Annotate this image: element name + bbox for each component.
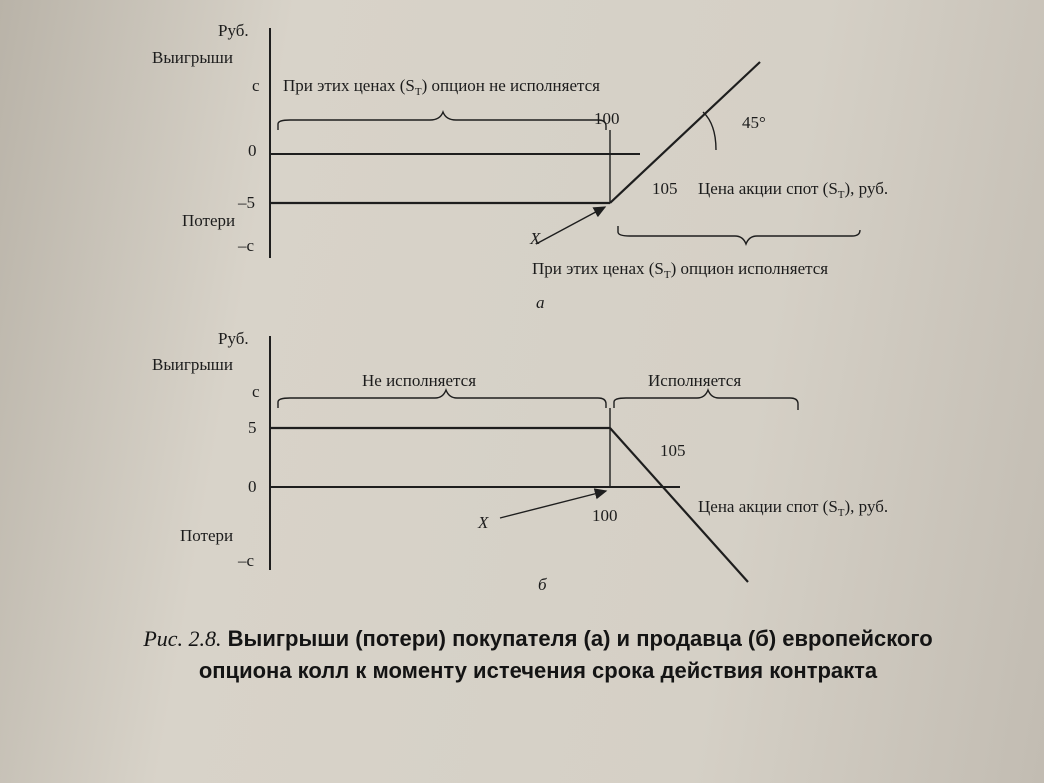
panel-b-exercised-label: Исполняется	[648, 371, 742, 390]
panel-a-brace-exercised	[618, 226, 860, 244]
caption-text: Выигрыши (потери) покупателя (а) и продавца (б) европейского опциона колл к моменту истечения срока действия контракта	[198, 626, 933, 683]
panel-a-breakeven-label: 105	[652, 179, 678, 198]
panel-a-letter: а	[536, 293, 545, 312]
panel-a-gains-label: Выигрыши	[152, 48, 233, 67]
panel-b-breakeven-label: 105	[660, 441, 686, 460]
panel-b-x-axis-label: Цена акции спот $(S_T)$, руб.	[698, 497, 889, 519]
panel-b-strike-label: 100	[592, 506, 618, 525]
panel-a-x-axis-label: Цена акции спот $(S_T)$, руб.	[698, 179, 889, 201]
panel-a-losses-label: Потери	[182, 211, 236, 230]
panel-a	[152, 21, 888, 312]
panel-a-c-label: с	[252, 76, 260, 95]
panel-b-y-unit: Руб.	[218, 329, 249, 348]
panel-a-angle-label: 45°	[742, 113, 766, 132]
panel-a-exercised-label: При этих ценах $(S_T)$ опцион исполняется	[532, 259, 829, 281]
panel-a-not-exercised-label: При этих ценах $(S_T)$ опцион не исполняется	[283, 76, 601, 98]
panel-b-brace-not-exercised	[278, 390, 606, 408]
panel-b-gains-label: Выигрыши	[152, 355, 233, 374]
panel-a-minus-c-label: –с	[238, 236, 255, 255]
panel-b-losses-label: Потери	[180, 526, 234, 545]
figure-caption	[128, 623, 948, 687]
panel-a-strike-label: 100	[594, 109, 620, 128]
panel-b-c-label: с	[252, 382, 260, 401]
panel-a-y-unit: Руб.	[218, 21, 249, 40]
panel-b-zero-label: 0	[248, 477, 257, 496]
panel-a-x-marker: X	[530, 229, 541, 248]
caption-prefix: Рис. 2.8.	[143, 626, 222, 651]
panel-b-x-arrow	[500, 491, 606, 518]
panel-b	[152, 329, 888, 594]
panel-b-not-exercised-label: Не исполняется	[362, 371, 477, 390]
panel-a-zero-label: 0	[248, 141, 257, 160]
panel-b-letter: б	[538, 575, 547, 594]
panel-a-x-arrow	[536, 207, 605, 244]
panel-b-brace-exercised	[614, 390, 798, 410]
panel-a-angle-arc	[703, 112, 716, 150]
panel-b-minus-c-label: –с	[238, 551, 255, 570]
panel-a-minus5-label: –5	[238, 193, 255, 212]
panel-b-plus5-label: 5	[248, 418, 257, 437]
panel-a-brace-not-exercised	[278, 112, 606, 130]
panel-b-x-marker: X	[478, 513, 489, 532]
